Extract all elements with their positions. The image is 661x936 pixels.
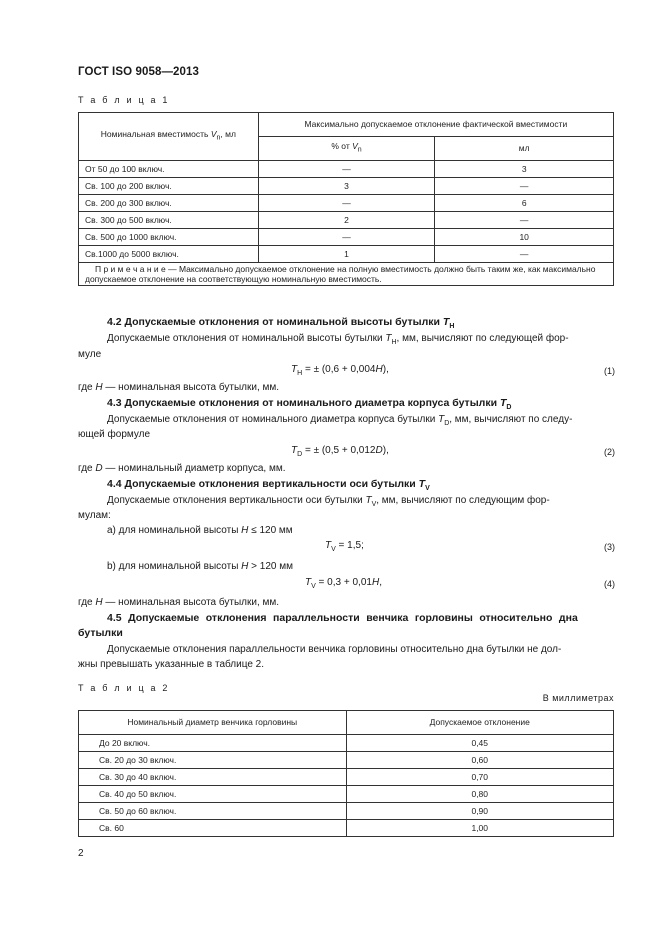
table-cell: Св. 30 до 40 включ. bbox=[79, 769, 347, 786]
equation-number-4: (4) bbox=[604, 579, 615, 589]
table-cell: Св. 300 до 500 включ. bbox=[79, 212, 259, 229]
section-4-5-heading: 4.5 Допускаемые отклонения параллельности венчика горловины относительно дна bbox=[107, 612, 578, 624]
table-cell: 2 bbox=[258, 212, 435, 229]
table-row bbox=[79, 786, 614, 803]
table1-caption: Т а б л и ц а 1 bbox=[78, 95, 170, 105]
table-row bbox=[79, 769, 614, 786]
table-cell: До 20 включ. bbox=[79, 735, 347, 752]
section-4-2-heading: 4.2 Допускаемые отклонения от номинальной высоты бутылки $T_H$ bbox=[107, 316, 455, 331]
section-4-3-heading: 4.3 Допускаемые отклонения от номинального диаметра корпуса бутылки $T_D$ bbox=[107, 397, 512, 412]
table-cell: — bbox=[435, 178, 614, 195]
table-row bbox=[79, 803, 614, 820]
table1-sub-header-ml: мл bbox=[435, 137, 614, 161]
note-text: — Максимально допускаемое отклонение на полную вместимость должно быть таким же, как максимально допускаемое отклонение на соответствующую номинальную вместимость. bbox=[85, 264, 596, 285]
table2-col1-header: Номинальный диаметр венчика горловины bbox=[79, 711, 347, 735]
table-row bbox=[79, 178, 614, 195]
equation-number-1: (1) bbox=[604, 366, 615, 376]
table1-note bbox=[79, 263, 614, 286]
table2-col2-header: Допускаемое отклонение bbox=[346, 711, 614, 735]
table-cell: Св. 60 bbox=[79, 820, 347, 837]
table-cell: 0,45 bbox=[346, 735, 614, 752]
table-cell: Св. 500 до 1000 включ. bbox=[79, 229, 259, 246]
table-cell: Св. 20 до 30 включ. bbox=[79, 752, 347, 769]
table-row bbox=[79, 752, 614, 769]
table2-units: В миллиметрах bbox=[542, 693, 614, 703]
table-cell: 3 bbox=[258, 178, 435, 195]
table-row bbox=[79, 735, 614, 752]
table2-caption: Т а б л и ц а 2 bbox=[78, 683, 170, 693]
formula-4: $T_V = 0,3 + 0,01H$, bbox=[305, 577, 382, 590]
note-label: П р и м е ч а н и е bbox=[95, 264, 166, 274]
formula-1: $T_H$ = ± (0,6 + 0,004H), bbox=[291, 364, 389, 377]
table-cell: 1,00 bbox=[346, 820, 614, 837]
section-4-4-paragraph: Допускаемые отклонения вертикальности оси бутылки $T_V$, мм, вычисляют по следующим фор- bbox=[107, 495, 550, 508]
table-cell: Св. 40 до 50 включ. bbox=[79, 786, 347, 803]
table-cell: 1 bbox=[258, 246, 435, 263]
table1-group-header: Максимально допускаемое отклонение фактической вместимости bbox=[258, 113, 613, 137]
table-row bbox=[79, 195, 614, 212]
table-cell: — bbox=[435, 246, 614, 263]
table-cell: — bbox=[258, 161, 435, 178]
table-cell: — bbox=[258, 195, 435, 212]
table-cell: — bbox=[435, 212, 614, 229]
section-4-2-paragraph-cont: муле bbox=[78, 349, 102, 360]
section-4-5-paragraph: Допускаемые отклонения параллельности венчика горловины относительно дна бутылки не дол- bbox=[107, 644, 562, 655]
section-4-3-where: где D — номинальный диаметр корпуса, мм. bbox=[78, 463, 286, 474]
table-cell: Св.1000 до 5000 включ. bbox=[79, 246, 259, 263]
table1-col1-header: Номинальная вместимость $V_n$, мл bbox=[79, 113, 259, 161]
table-cell: 6 bbox=[435, 195, 614, 212]
section-4-4-paragraph-cont: мулам: bbox=[78, 510, 111, 521]
equation-number-3: (3) bbox=[604, 542, 615, 552]
section-4-2-paragraph: Допускаемые отклонения от номинальной высоты бутылки $T_H$, мм, вычисляют по следующей фор- bbox=[107, 333, 569, 346]
section-4-4-where: где H — номинальная высота бутылки, мм. bbox=[78, 597, 280, 608]
section-4-3-paragraph: Допускаемые отклонения от номинального диаметра корпуса бутылки $T_D$, мм, вычисляют по следу- bbox=[107, 414, 573, 427]
equation-number-2: (2) bbox=[604, 447, 615, 457]
table-cell: — bbox=[258, 229, 435, 246]
section-4-5-paragraph-cont: жны превышать указанные в таблице 2. bbox=[78, 659, 265, 670]
table-cell: 3 bbox=[435, 161, 614, 178]
section-4-2-where: где H — номинальная высота бутылки, мм. bbox=[78, 382, 280, 393]
table-row bbox=[79, 246, 614, 263]
formula-3: $T_V = 1,5$; bbox=[325, 540, 364, 553]
table-cell: 10 bbox=[435, 229, 614, 246]
table-cell: Св. 200 до 300 включ. bbox=[79, 195, 259, 212]
section-4-3-paragraph-cont: ющей формуле bbox=[78, 429, 151, 440]
document-header: ГОСТ ISO 9058—2013 bbox=[78, 66, 200, 78]
table2 bbox=[78, 710, 614, 837]
table-cell: Св. 100 до 200 включ. bbox=[79, 178, 259, 195]
table-cell: Св. 50 до 60 включ. bbox=[79, 803, 347, 820]
section-4-4-item-a: a) для номинальной высоты H ≤ 120 мм bbox=[107, 525, 293, 536]
table1-sub-header-percent: % от $V_n$ bbox=[258, 137, 435, 161]
table-row bbox=[79, 212, 614, 229]
table-cell: 0,70 bbox=[346, 769, 614, 786]
section-4-4-item-b: b) для номинальной высоты H > 120 мм bbox=[107, 561, 294, 572]
table-cell: 0,80 bbox=[346, 786, 614, 803]
table-cell: 0,60 bbox=[346, 752, 614, 769]
table-row bbox=[79, 229, 614, 246]
table-row bbox=[79, 161, 614, 178]
table1 bbox=[78, 112, 614, 286]
page-number: 2 bbox=[78, 848, 84, 859]
formula-2: $T_D$ = ± (0,5 + 0,012D), bbox=[291, 445, 389, 458]
table-cell: 0,90 bbox=[346, 803, 614, 820]
table-row bbox=[79, 820, 614, 837]
section-4-4-heading: 4.4 Допускаемые отклонения вертикальности оси бутылки $T_V$ bbox=[107, 478, 430, 493]
section-4-5-heading-cont: бутылки bbox=[78, 627, 123, 639]
table-cell: От 50 до 100 включ. bbox=[79, 161, 259, 178]
